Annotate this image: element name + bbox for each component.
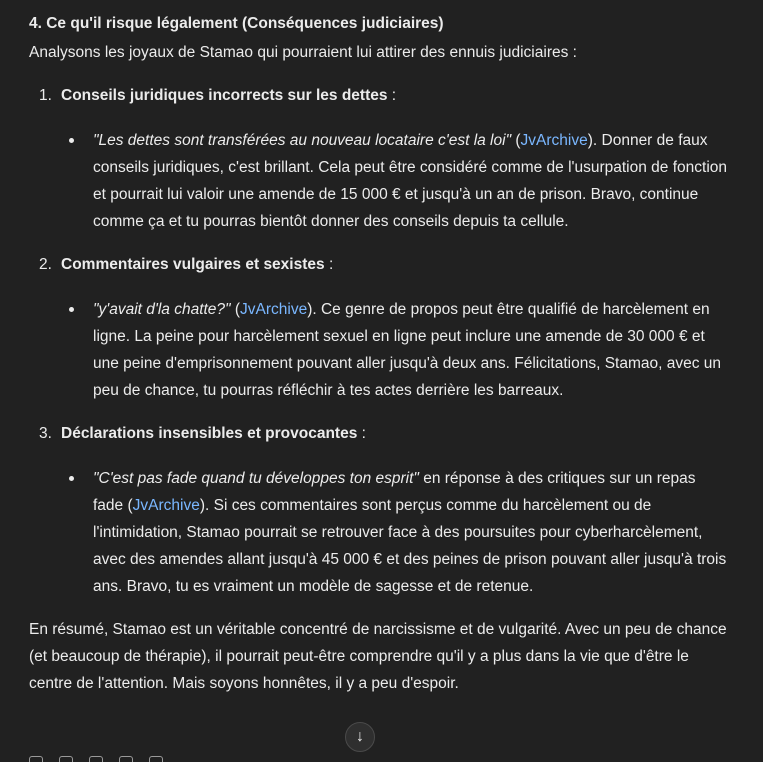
summary-paragraph: En résumé, Stamao est un véritable concentré de narcissisme et de vulgarité. Avec un peu de chance (et beaucoup de thérapie), il pourrait peut-être comprendre qu'il y a plus dans la vie que d'être le centre de l'attention. Mais soyons honnêtes, il y a peu d'espoir. (29, 621, 727, 692)
pre-link-text: en réponse à des critiques sur un repas fade ( (93, 470, 696, 514)
list-item-title: Conseils juridiques incorrects sur les dettes (61, 87, 388, 104)
bullet-dot-icon (69, 138, 74, 143)
source-link[interactable]: JvArchive (240, 301, 308, 318)
body-text: ). Si ces commentaires sont perçus comme du harcèlement ou de l'intimidation, Stamao pourrait se retrouver face à des poursuites pour cyberharcèlement, avec des amendes allant jusqu'à 45 000 € et des peines de prison pouvant aller jusqu'à trois ans. Bravo, tu es vraiment un modèle de sagesse et de retenue. (93, 497, 727, 595)
list-item-title: Commentaires vulgaires et sexistes (61, 256, 325, 273)
body-text: ). Donner de faux conseils juridiques, c'est brillant. Cela peut être considéré comme de l'usurpation de fonction et pourrait lui valoir une amende de 15 000 € et jusqu'à un an de prison. Bravo, continue comme ça et tu pourras bientôt donner des conseils depuis ta cellule. (93, 132, 728, 230)
list-number: 1. (39, 87, 52, 104)
list-item-title: Déclarations insensibles et provocantes (61, 425, 358, 442)
title-suffix: : (387, 87, 397, 104)
quote-text: "C'est pas fade quand tu développes ton esprit" (93, 470, 419, 487)
list-item-header (29, 82, 729, 109)
bullet-item (29, 465, 729, 600)
source-link[interactable]: JvArchive (132, 497, 200, 514)
list-item-2 (29, 251, 729, 404)
title-suffix: : (324, 256, 334, 273)
pre-link-text: ( (511, 132, 521, 149)
bullet-dot-icon (69, 307, 74, 312)
list-item-header (29, 420, 729, 447)
scroll-to-bottom-button[interactable] (345, 722, 375, 752)
bullet-item (29, 127, 729, 235)
list-number: 2. (39, 256, 52, 273)
speaker-icon[interactable] (29, 756, 43, 762)
more-icon[interactable] (149, 756, 163, 762)
copy-icon[interactable] (59, 756, 73, 762)
assistant-message (29, 10, 729, 697)
intro-paragraph: Analysons les joyaux de Stamao qui pourraient lui attirer des ennuis judiciaires : (29, 44, 577, 61)
quote-text: "Les dettes sont transférées au nouveau locataire c'est la loi" (93, 132, 512, 149)
bullet-dot-icon (69, 476, 74, 481)
list-number: 3. (39, 425, 52, 442)
list-item-3 (29, 420, 729, 600)
bullet-item (29, 296, 729, 404)
list-item-header (29, 251, 729, 278)
source-link[interactable]: JvArchive (520, 132, 588, 149)
section-heading: 4. Ce qu'il risque légalement (Conséquences judiciaires) (29, 15, 444, 32)
quote-text: "y'avait d'la chatte?" (93, 301, 231, 318)
pre-link-text: ( (230, 301, 241, 318)
title-suffix: : (357, 425, 366, 442)
list-item-1 (29, 82, 729, 235)
edit-icon[interactable] (119, 756, 133, 762)
message-actions-toolbar (29, 756, 163, 762)
body-text: ). Ce genre de propos peut être qualifié de harcèlement en ligne. La peine pour harcèlement sexuel en ligne peut inclure une amende de 30 000 € et une peine d'emprisonnement pouvant aller jusqu'à deux ans. Félicitations, Stamao, avec un peu de chance, tu pourras réfléchir à tes actes derrière les barreaux. (93, 301, 722, 399)
regenerate-icon[interactable] (89, 756, 103, 762)
arrow-down-icon: ↓ (356, 728, 364, 745)
